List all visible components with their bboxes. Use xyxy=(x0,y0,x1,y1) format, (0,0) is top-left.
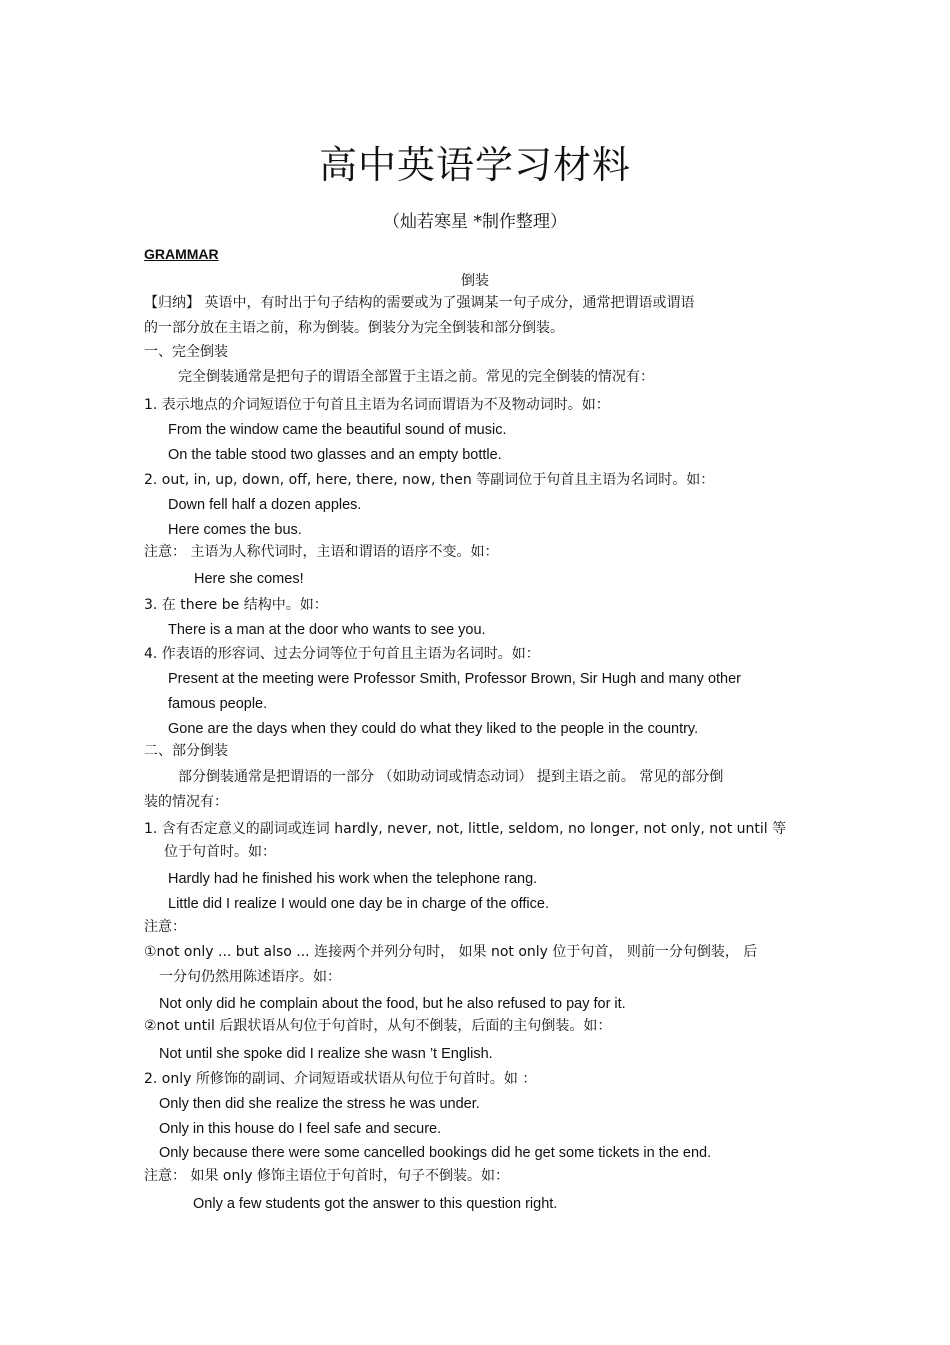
topic-heading: 倒装 xyxy=(461,273,489,289)
text-line: 装的情况有： xyxy=(144,794,228,810)
example-sentence: On the table stood two glasses and an empty bottle. xyxy=(168,447,502,463)
text-line: 1. 表示地点的介词短语位于句首且主语为名词而谓语为不及物动词时。如： xyxy=(144,397,610,413)
text-line: 部分倒装通常是把谓语的一部分 （如助动词或情态动词） 提到主语之前。 常见的部分倒 xyxy=(178,769,724,785)
example-sentence: From the window came the beautiful sound of music. xyxy=(168,422,507,438)
note-line: 注意： 主语为人称代词时，主语和谓语的语序不变。如： xyxy=(144,544,499,560)
text-line: 4. 作表语的形容词、过去分词等位于句首且主语为名词时。如： xyxy=(144,646,540,662)
text-line: 一分句仍然用陈述语序。如： xyxy=(159,969,341,985)
example-sentence: Present at the meeting were Professor Smith, Professor Brown, Sir Hugh and many other xyxy=(168,671,742,687)
section-heading: 一、完全倒装 xyxy=(144,344,228,360)
example-sentence: Gone are the days when they could do what they liked to the people in the country. xyxy=(168,721,699,737)
text-line: ②not until 后跟状语从句位于句首时，从句不倒装，后面的主句倒装。如： xyxy=(144,1018,612,1034)
example-sentence: Only in this house do I feel safe and secure. xyxy=(159,1121,442,1137)
note-line: 注意： 如果 only 修饰主语位于句首时，句子不倒装。如： xyxy=(144,1168,509,1184)
example-sentence: famous people. xyxy=(168,696,268,712)
example-sentence: Only then did she realize the stress he was under. xyxy=(159,1096,480,1112)
text-line: 位于句首时。如： xyxy=(164,844,276,860)
example-sentence: Down fell half a dozen apples. xyxy=(168,497,362,513)
example-sentence: Little did I realize I would one day be in charge of the office. xyxy=(168,896,550,912)
example-sentence: Not only did he complain about the food, but he also refused to pay for it. xyxy=(159,996,626,1012)
note-line: 注意： xyxy=(144,919,186,935)
text-line: 2. out, in, up, down, off, here, there, now, then 等副词位于句首且主语为名词时。如： xyxy=(144,472,715,488)
text-line: 2. only 所修饰的副词、介词短语或状语从句位于句首时。如 ： xyxy=(144,1071,537,1087)
example-sentence: Not until she spoke did I realize she wasn ’t English. xyxy=(159,1046,493,1062)
page-subtitle: （灿若寒星 *制作整理） xyxy=(383,212,567,232)
example-sentence: Only because there were some cancelled bookings did he get some tickets in the end. xyxy=(159,1145,712,1161)
example-sentence: Only a few students got the answer to this question right. xyxy=(193,1196,558,1212)
page-title: 高中英语学习材料 xyxy=(318,143,631,187)
text-line: 【归纳】 英语中，有时出于句子结构的需要或为了强调某一句子成分，通常把谓语或谓语 xyxy=(144,295,695,311)
example-sentence: Hardly had he finished his work when the telephone rang. xyxy=(168,871,538,887)
text-line: ①not only ... but also ... 连接两个并列分句时， 如果 not only 位于句首， 则前一分句倒装， 后 xyxy=(144,944,758,960)
example-sentence: Here comes the bus. xyxy=(168,522,302,538)
text-line: 完全倒装通常是把句子的谓语全部置于主语之前。常见的完全倒装的情况有： xyxy=(178,369,654,385)
example-sentence: Here she comes! xyxy=(194,571,304,587)
section-heading: 二、部分倒装 xyxy=(144,743,228,759)
section-label: GRAMMAR xyxy=(144,246,219,262)
text-line: 3. 在 there be 结构中。如： xyxy=(144,597,328,613)
text-line: 的一部分放在主语之前，称为倒装。倒装分为完全倒装和部分倒装。 xyxy=(144,320,564,336)
text-line: 1. 含有否定意义的副词或连词 hardly, never, not, little, seldom, no longer, not only, not until 等 xyxy=(144,821,787,837)
example-sentence: There is a man at the door who wants to see you. xyxy=(168,622,486,638)
